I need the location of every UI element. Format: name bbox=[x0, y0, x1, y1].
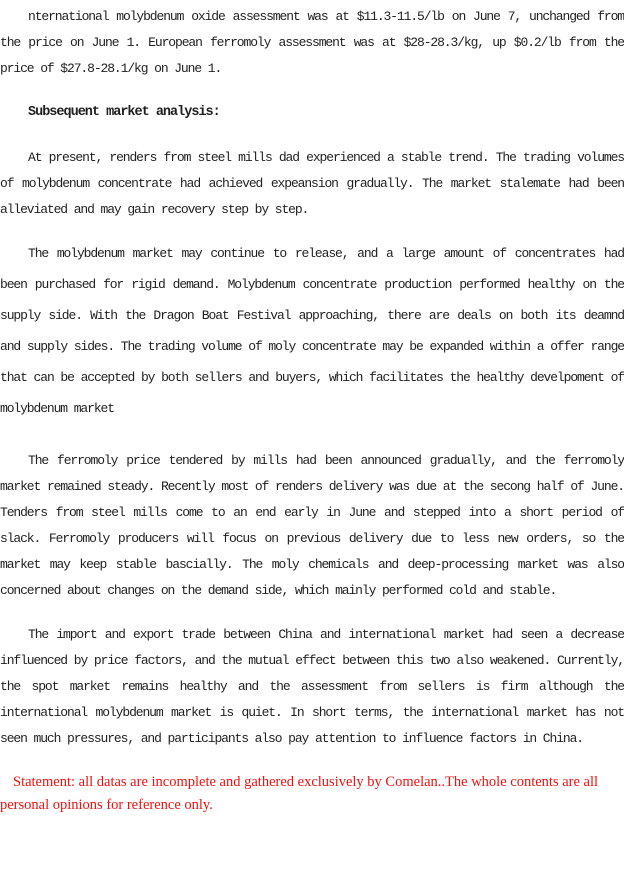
analysis-paragraph-ferromoly: The ferromoly price tendered by mills had been announced gradually, and the ferromoly market remained steady. Recently most of renders delivery was due at the secong half of June. Tenders from steel mills come to an end early in June and stepped into a short period of slack. Ferromoly producers will focus on previous delivery due to less new orders, so the market may keep stable bascially. The moly chemicals and deep-processing market was also concerned about changes on the demand side, which mainly performed cold and stable. bbox=[0, 453, 624, 598]
section-heading: Subsequent market analysis: bbox=[28, 105, 220, 120]
analysis-paragraph-import-export: The import and export trade between China and international market had seen a decrease influenced by price factors, and the mutual effect between this two also weakened. Currently, the spot market remains healthy and the assessment from sellers is firm although the international molybdenum market is quiet. In short terms, the international market has not seen much pressures, and participants also pay attention to influence factors in China. bbox=[0, 627, 624, 746]
analysis-paragraph-current-trend: At present, renders from steel mills dad experienced a stable trend. The trading volumes of molybdenum concentrate had achieved expeansion gradually. The market stalemate had been alleviated and may gain recovery step by step. bbox=[0, 150, 624, 217]
analysis-paragraph-moly-concentrate: The molybdenum market may continue to release, and a large amount of concentrates had been purchased for rigid demand. Molybdenum concentrate production performed healthy on the supply side. With the Dragon Boat Festival approaching, there are deals on both its deamnd and supply sides. The trading volume of moly concentrate may be expanded within a offer range that can be accepted by both sellers and buyers, which facilitates the healthy develpoment of molybdenum market bbox=[0, 246, 624, 416]
disclaimer-statement: Statement: all datas are incomplete and gathered exclusively by Comelan..The whole contents are all personal opinions for reference only. bbox=[0, 774, 599, 813]
intro-paragraph: nternational molybdenum oxide assessment was at $11.3-11.5/lb on June 7, unchanged from the price on June 1. European ferromoly assessment was at $28-28.3/kg, up $0.2/lb from the price of $27.8-28.1/kg on June 1. bbox=[0, 9, 624, 76]
